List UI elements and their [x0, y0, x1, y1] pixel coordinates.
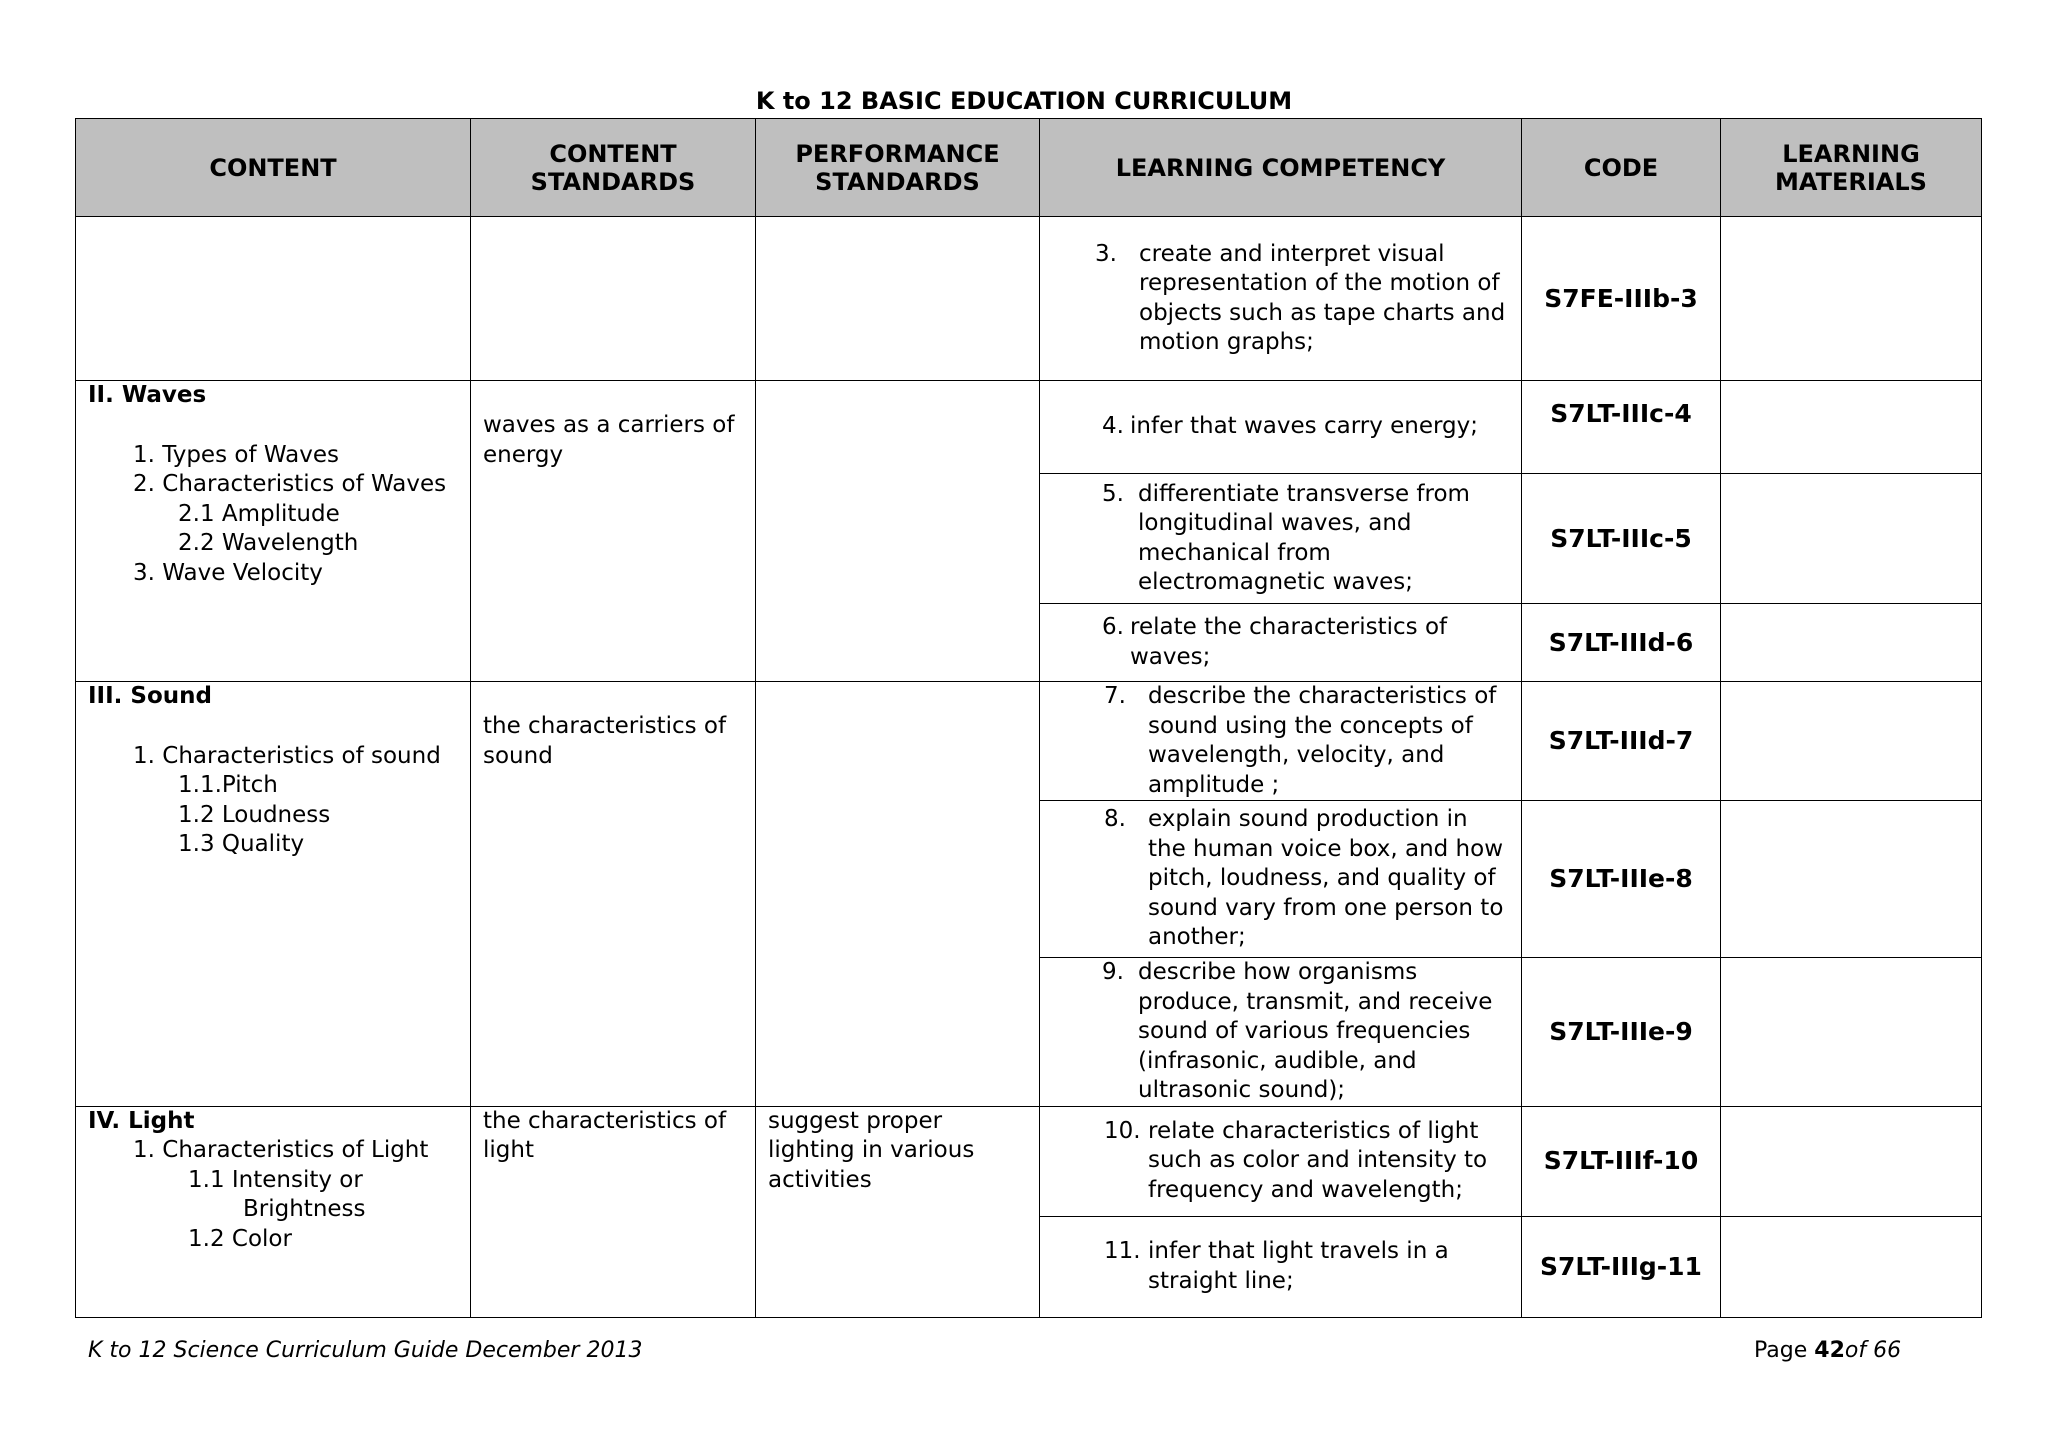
- competency-number: 5.: [1102, 480, 1124, 507]
- topic-item: 2.1 Amplitude: [178, 500, 340, 527]
- competency-number: 3.: [1095, 240, 1117, 267]
- competency-item: [1040, 958, 1521, 1106]
- section-title: III. Sound: [88, 683, 212, 709]
- light-content-standard: the characteristics of light: [471, 1106, 756, 1317]
- waves-content-standard: waves as a carriers of energy: [471, 381, 756, 682]
- competency-cell: [1040, 958, 1522, 1107]
- competency-cell: [1040, 474, 1522, 604]
- page-current: 42: [1814, 1338, 1845, 1363]
- code-cell: S7LT-IIIe-8: [1522, 801, 1721, 958]
- competency-item: [1040, 1117, 1521, 1206]
- document-title: K to 12 BASIC EDUCATION CURRICULUM: [755, 87, 1293, 115]
- materials-cell: [1721, 381, 1982, 474]
- waves-content-cell: [76, 381, 471, 682]
- competency-text: describe how organisms produce, transmit, and receive sound of various frequencies (infrasonic, audible, and ultrasonic sound);: [1138, 959, 1493, 1103]
- code-cell: S7LT-IIIe-9: [1522, 958, 1721, 1107]
- materials-cell: [1721, 604, 1982, 682]
- materials-cell: [1721, 474, 1982, 604]
- competency-item: [1040, 480, 1521, 598]
- topic-item: 1.2 Color: [188, 1225, 292, 1252]
- competency-cell: [1040, 1216, 1522, 1317]
- competency-text: infer that waves carry energy;: [1130, 413, 1479, 440]
- code-cell: S7LT-IIIf-10: [1522, 1106, 1721, 1216]
- content-standard-cell: [471, 217, 756, 381]
- competency-number: 7.: [1104, 683, 1126, 709]
- competency-text: create and interpret visual representation of the motion of objects such as tape charts and motion graphs;: [1139, 240, 1506, 355]
- competency-item: [1040, 805, 1521, 953]
- topic-item: 1.1.Pitch: [178, 772, 278, 798]
- materials-cell: [1721, 958, 1982, 1107]
- header-learning-materials: LEARNING MATERIALS: [1721, 119, 1982, 217]
- competency-text: describe the characteristics of sound using the concepts of wavelength, velocity, and amplitude ;: [1148, 683, 1497, 798]
- code-cell: S7LT-IIId-7: [1522, 682, 1721, 801]
- topic-item: 2.2 Wavelength: [178, 530, 359, 556]
- materials-cell: [1721, 217, 1982, 381]
- topic-item: 1. Characteristics of sound: [133, 742, 441, 769]
- competency-cell: [1040, 381, 1522, 474]
- competency-cell: [1040, 801, 1522, 958]
- content-cell: [76, 217, 471, 381]
- page-total: of 66: [1844, 1338, 1902, 1363]
- topic-item: 1.2 Loudness: [178, 801, 331, 828]
- header-code: CODE: [1522, 119, 1721, 217]
- footer-guide-title: K to 12 Science Curriculum Guide December 2013: [88, 1338, 643, 1363]
- table-row: [76, 1106, 1982, 1216]
- table-row: [76, 217, 1982, 381]
- competency-text: differentiate transverse from longitudinal waves, and mechanical from electromagnetic waves;: [1138, 480, 1470, 595]
- sound-performance-standard: [756, 682, 1040, 1107]
- page-label: Page: [1754, 1338, 1815, 1363]
- topic-item: 3. Wave Velocity: [133, 559, 323, 586]
- competency-item: [1040, 682, 1521, 800]
- waves-performance-standard: [756, 381, 1040, 682]
- code-cell: S7LT-IIIc-5: [1522, 474, 1721, 604]
- page-number: [1754, 1338, 1901, 1363]
- header-learning-competency: LEARNING COMPETENCY: [1040, 119, 1522, 217]
- competency-number: 4.: [1102, 413, 1124, 440]
- topic-item: 2. Characteristics of Waves: [133, 471, 447, 497]
- table-row: [76, 682, 1982, 801]
- competency-number: 11.: [1104, 1238, 1141, 1264]
- competency-cell: [1040, 1106, 1522, 1216]
- code-cell: S7FE-IIIb-3: [1522, 217, 1721, 381]
- curriculum-table: [75, 118, 1982, 1318]
- competency-number: 6.: [1102, 614, 1124, 640]
- competency-text: infer that light travels in a straight line;: [1148, 1238, 1449, 1294]
- materials-cell: [1721, 1106, 1982, 1216]
- code-cell: S7LT-IIIc-4: [1522, 381, 1721, 474]
- light-performance-standard: suggest proper lighting in various activities: [756, 1106, 1040, 1317]
- header-content-standards: CONTENT STANDARDS: [471, 119, 756, 217]
- competency-number: 9.: [1102, 959, 1124, 985]
- performance-standard-cell: [756, 217, 1040, 381]
- competency-text: relate the characteristics of waves;: [1130, 614, 1448, 670]
- topic-item: Brightness: [243, 1196, 366, 1222]
- section-title: II. Waves: [88, 382, 207, 408]
- materials-cell: [1721, 682, 1982, 801]
- competency-cell: [1040, 604, 1522, 682]
- section-title: IV. Light: [88, 1107, 195, 1134]
- competency-number: 10.: [1104, 1117, 1141, 1144]
- header-performance-standards: PERFORMANCE STANDARDS: [756, 119, 1040, 217]
- light-content-cell: [76, 1106, 471, 1317]
- topic-item: 1.3 Quality: [178, 831, 305, 857]
- materials-cell: [1721, 801, 1982, 958]
- materials-cell: [1721, 1216, 1982, 1317]
- code-cell: S7LT-IIId-6: [1522, 604, 1721, 682]
- sound-content-cell: [76, 682, 471, 1107]
- competency-number: 8.: [1104, 806, 1126, 833]
- competency-item: [1040, 613, 1521, 672]
- competency-item: [1040, 240, 1521, 358]
- competency-cell: [1040, 682, 1522, 801]
- header-row: [76, 119, 1982, 217]
- sound-content-standard: the characteristics of sound: [471, 682, 756, 1107]
- competency-text: relate characteristics of light such as color and intensity to frequency and wavelength;: [1148, 1117, 1488, 1203]
- topic-item: 1.1 Intensity or: [188, 1166, 363, 1193]
- header-content: CONTENT: [76, 119, 471, 217]
- competency-text: explain sound production in the human voice box, and how pitch, loudness, and quality of sound vary from one person to another;: [1148, 806, 1504, 951]
- competency-item: [1040, 1237, 1521, 1296]
- table-row: [76, 381, 1982, 474]
- topic-item: 1. Characteristics of Light: [133, 1137, 429, 1163]
- topic-item: 1. Types of Waves: [133, 441, 339, 468]
- code-cell: S7LT-IIIg-11: [1522, 1216, 1721, 1317]
- competency-item: [1040, 412, 1521, 442]
- competency-cell: [1040, 217, 1522, 381]
